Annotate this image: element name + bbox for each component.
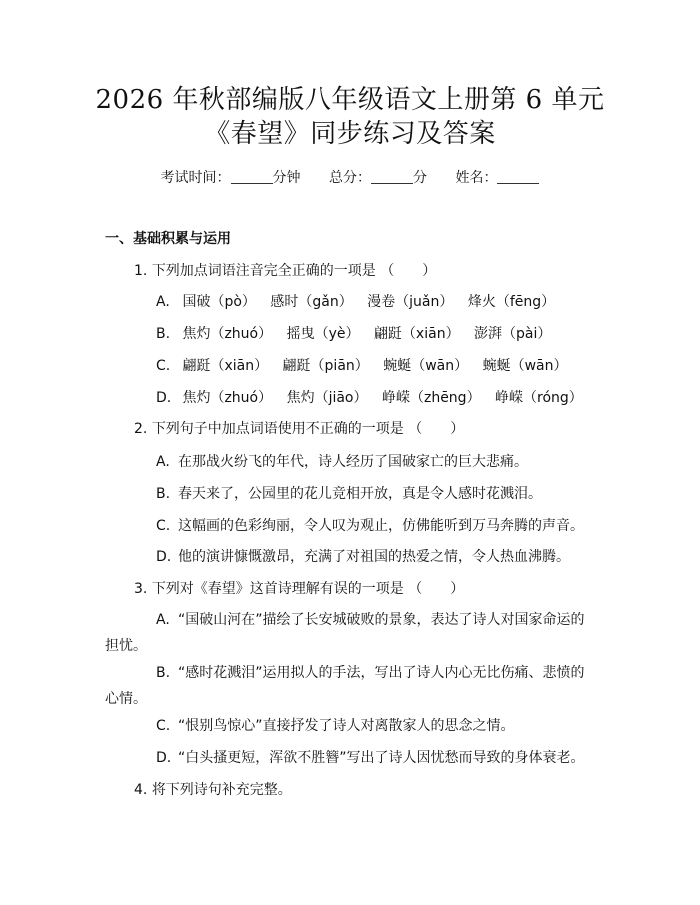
section-heading: 一、基础积累与运用	[105, 231, 231, 247]
q3-option-c	[156, 716, 515, 736]
option-text: 这幅画的色彩绚丽，令人叹为观止，仿佛能听到万马奔腾的声音。	[178, 518, 584, 534]
option-word: 翩跹（piān）	[282, 358, 369, 374]
option-word: 峥嵘（róng）	[495, 390, 583, 406]
q2-option-a	[156, 452, 528, 472]
option-letter: A.	[156, 294, 170, 310]
question-number: 1.	[134, 263, 148, 279]
q2-option-d	[156, 547, 570, 567]
option-word: 摇曳（yè）	[286, 326, 360, 342]
option-letter: B.	[156, 326, 171, 342]
q1-option-c	[156, 356, 578, 376]
option-letter: C.	[156, 718, 171, 734]
question-number: 3.	[134, 581, 148, 597]
option-word: 澎湃（pài）	[474, 326, 552, 342]
question-stem: 将下列诗句补充完整。	[151, 782, 292, 798]
q1-option-a	[156, 292, 565, 312]
option-letter: D.	[156, 549, 172, 565]
option-letter: B.	[156, 665, 171, 681]
question-1	[134, 261, 436, 281]
option-text: 在那战火纷飞的年代，诗人经历了国破家亡的巨大悲痛。	[178, 454, 528, 470]
exam-time-unit: 分钟	[272, 170, 301, 186]
question-2	[134, 419, 464, 439]
q2-option-b	[156, 484, 542, 504]
option-text: “白头搔更短，浑欲不胜簪”写出了诗人因忧愁而导致的身体衰老。	[178, 750, 585, 766]
option-letter: D.	[156, 390, 172, 406]
document-title-line1: 2026 年秋部编版八年级语文上册第 6 单元	[95, 85, 605, 115]
q1-option-b	[156, 324, 561, 344]
option-text: 他的演讲慷慨激昂，充满了对祖国的热爱之情，令人热血沸腾。	[178, 549, 570, 565]
question-3	[134, 579, 464, 599]
option-word: 焦灼（jiāo）	[286, 390, 368, 406]
student-name	[455, 170, 539, 186]
option-letter: C.	[156, 518, 171, 534]
option-letter: C.	[156, 358, 171, 374]
question-4	[134, 780, 292, 800]
question-stem: 下列对《春望》这首诗理解有误的一项是 （ ）	[151, 581, 465, 597]
total-score-label: 总分：	[329, 170, 371, 186]
student-name-label: 姓名：	[455, 170, 498, 186]
option-word: 翩跹（xiān）	[182, 358, 269, 374]
document-title-line2: 《春望》同步练习及答案	[204, 119, 496, 149]
option-word: 烽火（fēng）	[467, 294, 556, 310]
exam-time	[161, 170, 305, 186]
q1-option-d	[156, 388, 593, 408]
question-stem: 下列句子中加点词语使用不正确的一项是 （ ）	[151, 421, 465, 437]
q3-option-d	[156, 748, 585, 768]
option-text: “感时花溅泪”运用拟人的手法，写出了诗人内心无比伤痛、悲愤的心情。	[105, 665, 585, 707]
option-letter: A.	[156, 612, 170, 628]
question-stem: 下列加点词语注音完全正确的一项是 （ ）	[151, 263, 437, 279]
exam-time-label: 考试时间：	[160, 170, 231, 186]
option-text: “恨别鸟惊心”直接抒发了诗人对离散家人的思念之情。	[178, 718, 515, 734]
option-word: 感时（gǎn）	[270, 294, 353, 310]
option-text: 春天来了，公园里的花儿竞相开放，真是令人感时花溅泪。	[178, 486, 542, 502]
option-text: “国破山河在”描绘了长安城破败的景象，表达了诗人对国家命运的担忧。	[105, 612, 585, 654]
option-word: 蜿蜒（wān）	[383, 358, 469, 374]
option-word: 峥嵘（zhēng）	[381, 390, 481, 406]
option-letter: B.	[156, 486, 171, 502]
exam-time-blank	[231, 169, 273, 184]
option-word: 焦灼（zhuó）	[182, 390, 273, 406]
option-word: 漫卷（juǎn）	[367, 294, 454, 310]
question-number: 4.	[134, 782, 148, 798]
q3-option-b	[105, 660, 595, 712]
option-word: 国破（pò）	[182, 294, 256, 310]
question-number: 2.	[134, 421, 148, 437]
option-word: 焦灼（zhuó）	[182, 326, 273, 342]
option-letter: A.	[156, 454, 170, 470]
exam-meta	[0, 168, 700, 188]
total-score	[329, 170, 431, 186]
option-letter: D.	[156, 750, 172, 766]
option-word: 翩跹（xiān）	[373, 326, 460, 342]
student-name-blank	[497, 169, 539, 184]
q2-option-c	[156, 516, 584, 536]
total-score-blank	[371, 169, 413, 184]
q3-option-a	[105, 607, 595, 659]
total-score-unit: 分	[413, 170, 427, 186]
option-word: 蜿蜒（wān）	[482, 358, 568, 374]
